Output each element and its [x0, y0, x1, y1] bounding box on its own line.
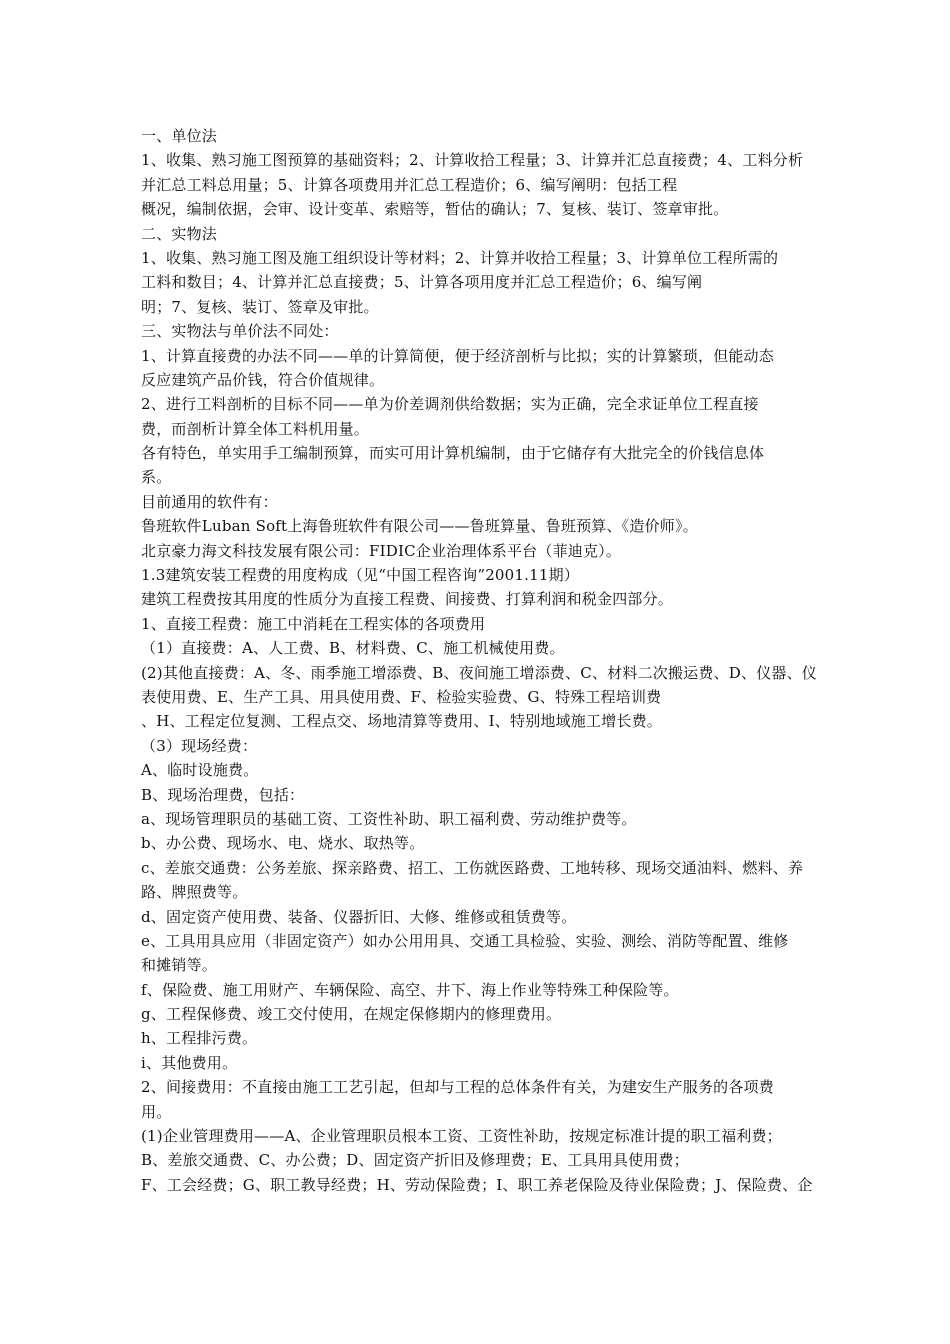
text-line: （1）直接费：A、人工费、B、材料费、C、施工机械使用费。	[141, 639, 565, 658]
text-line: 2、间接费用：不直接由施工工艺引起，但却与工程的总体条件有关，为建安生产服务的各项费	[141, 1078, 774, 1097]
text-line: 用。	[141, 1102, 172, 1121]
text-line: 工料和数目；4、计算并汇总直接费；5、计算各项用度并汇总工程造价；6、编写阐	[141, 273, 703, 292]
text-line: f、保险费、施工用财产、车辆保险、高空、井下、海上作业等特殊工种保险等。	[141, 980, 679, 999]
text-line: i、其他费用。	[141, 1053, 238, 1072]
text-line: (1)企业管理费用——A、企业管理职员根本工资、工资性补助，按规定标准计提的职工福利费；	[141, 1127, 782, 1146]
text-line: c、差旅交通费：公务差旅、探亲路费、招工、工伤就医路费、工地转移、现场交通油料、燃料、养	[141, 858, 804, 877]
text-line: 各有特色，单实用手工编制预算，而实可用计算机编制，由于它储存有大批完全的价钱信息体	[141, 444, 765, 463]
text-line: 目前通用的软件有：	[141, 492, 278, 511]
text-line: 2、进行工料剖析的目标不同——单为价差调剂供给数据；实为正确，完全求证单位工程直接	[141, 395, 759, 414]
text-line: (2)其他直接费：A、冬、雨季施工增添费、B、夜间施工增添费、C、材料二次搬运费、D、仪器、仪	[141, 663, 818, 682]
text-line: h、工程排污费。	[141, 1029, 258, 1048]
text-line: B、现场治理费，包括：	[141, 785, 305, 804]
text-line: b、办公费、现场水、电、烧水、取热等。	[141, 834, 425, 853]
text-line: a、现场管理职员的基础工资、工资性补助、职工福利费、劳动维护费等。	[141, 809, 637, 828]
text-line: 、H、工程定位复测、工程点交、场地清算等费用、I、特别地域施工增长费。	[141, 712, 663, 731]
text-line: 费，而剖析计算全体工料机用量。	[141, 419, 370, 438]
text-line: F、工会经费；G、职工教导经费；H、劳动保险费；I、职工养老保险及待业保险费；J、保险费、企	[141, 1175, 813, 1194]
text-line: 和摊销等。	[141, 956, 218, 975]
text-line: 1、收集、熟习施工图及施工组织设计等材料；2、计算并收拾工程量；3、计算单位工程所需的	[141, 248, 779, 267]
text-line: e、工具用具应用（非固定资产）如办公用用具、交通工具检验、实验、测绘、消防等配置、维修	[141, 931, 789, 950]
text-line: 1.3建筑安装工程费的用度构成（见“中国工程咨询”2001.11期）	[141, 566, 580, 585]
text-line: B、差旅交通费、C、办公费；D、固定资产折旧及修理费；E、工具用具使用费；	[141, 1151, 689, 1170]
text-line: 并汇总工料总用量；5、计算各项费用并汇总工程造价；6、编写阐明：包括工程	[141, 175, 678, 194]
text-line: 1、计算直接费的办法不同——单的计算简便，便于经济剖析与比拟；实的计算繁琐，但能动态	[141, 346, 774, 365]
text-line: 建筑工程费按其用度的性质分为直接工程费、间接费、打算利润和税金四部分。	[141, 590, 674, 609]
text-line: 二、实物法	[141, 224, 218, 243]
text-line: 鲁班软件Luban Soft上海鲁班软件有限公司——鲁班算量、鲁班预算、《造价师》。	[141, 517, 698, 536]
text-line: 反应建筑产品价钱，符合价值规律。	[141, 370, 385, 389]
text-line: 1、收集、熟习施工图预算的基础资料；2、计算收拾工程量；3、计算并汇总直接费；4、工料分析	[141, 151, 804, 170]
document-body	[141, 124, 816, 1197]
text-line: A、临时设施费。	[141, 761, 259, 780]
text-line: 明；7、复核、装订、签章及审批。	[141, 297, 379, 316]
text-line: 概况，编制依据，会审、设计变革、索赔等，暂估的确认；7、复核、装订、签章审批。	[141, 200, 729, 219]
text-line: 系。	[141, 468, 172, 487]
text-line: 一、单位法	[141, 127, 218, 145]
text-line: （3）现场经费：	[141, 736, 258, 755]
text-line: 三、实物法与单价法不同处：	[141, 322, 339, 341]
text-line: d、固定资产使用费、装备、仪器折旧、大修、维修或租赁费等。	[141, 907, 577, 926]
text-line: 表使用费、E、生产工具、用具使用费、F、检验实验费、G、特殊工程培训费	[141, 687, 662, 706]
text-line: 1、直接工程费：施工中消耗在工程实体的各项费用	[141, 614, 486, 633]
text-line: g、工程保修费、竣工交付使用，在规定保修期内的修理费用。	[141, 1005, 562, 1024]
text-line: 路、牌照费等。	[141, 883, 248, 902]
text-line: 北京豪力海文科技发展有限公司：FIDIC企业治理体系平台（菲迪克）。	[141, 541, 622, 560]
